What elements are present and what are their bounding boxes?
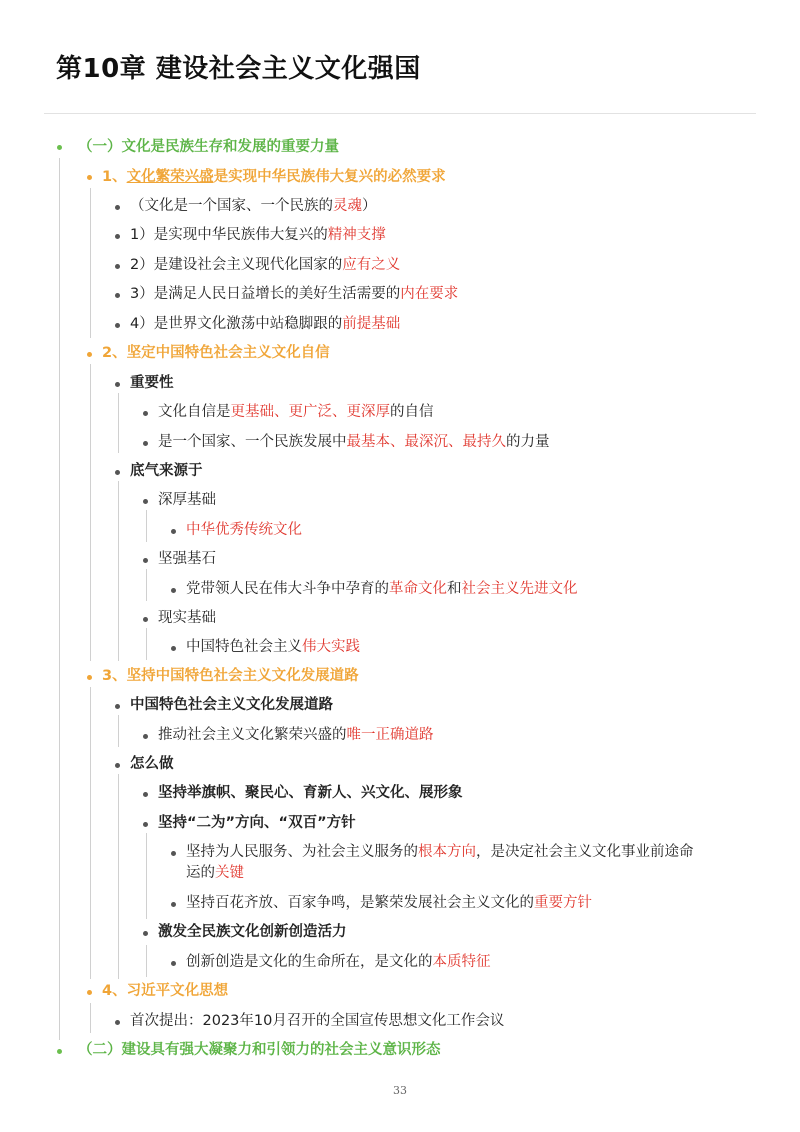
list-item: 怎么做 (130, 756, 174, 772)
page-title: 第10章 建设社会主义文化强国 (56, 54, 421, 84)
list-item: 底气来源于 (130, 463, 203, 479)
list-item: 中华优秀传统文化 (186, 522, 302, 538)
guide-line (90, 687, 91, 979)
guide-line (118, 715, 119, 747)
subsection-heading: 3、坚持中国特色社会主义文化发展道路 (102, 668, 359, 684)
list-item: 坚持举旗帜、聚民心、育新人、兴文化、展形象 (158, 785, 463, 801)
bullet (115, 763, 120, 768)
list-item: 3）是满足人民日益增长的美好生活需要的内在要求 (130, 286, 459, 302)
bullet (115, 293, 120, 298)
bullet (143, 499, 148, 504)
bullet (143, 617, 148, 622)
bullet (143, 931, 148, 936)
list-item: 坚持百花齐放、百家争鸣，是繁荣发展社会主义文化的重要方针 (186, 895, 592, 911)
list-item: 深厚基础 (158, 492, 216, 508)
list-item: 推动社会主义文化繁荣兴盛的唯一正确道路 (158, 727, 434, 743)
section-heading: （二）建设具有强大凝聚力和引领力的社会主义意识形态 (78, 1042, 441, 1058)
list-item: 坚持“二为”方向、“双百”方针 (158, 815, 356, 831)
bullet (171, 961, 176, 966)
bullet (115, 382, 120, 387)
guide-line (59, 158, 60, 1040)
list-item: 2）是建设社会主义现代化国家的应有之义 (130, 257, 401, 273)
bullet (143, 558, 148, 563)
guide-line (90, 188, 91, 338)
subsection-heading: 4、习近平文化思想 (102, 983, 229, 999)
bullet (115, 323, 120, 328)
bullet (87, 990, 92, 995)
list-item: 中国特色社会主义文化发展道路 (130, 697, 333, 713)
subsection-heading: 2、坚定中国特色社会主义文化自信 (102, 345, 330, 361)
page-number: 33 (393, 1084, 407, 1097)
list-item: 是一个国家、一个民族发展中最基本、最深沉、最持久的力量 (158, 434, 550, 450)
bullet (57, 1049, 62, 1054)
list-item: 坚持为人民服务、为社会主义服务的根本方向，是决定社会主义文化事业前途命 (186, 844, 694, 860)
bullet (171, 902, 176, 907)
bullet (87, 675, 92, 680)
list-item: 创新创造是文化的生命所在，是文化的本质特征 (186, 954, 491, 970)
bullet (115, 234, 120, 239)
list-item: 激发全民族文化创新创造活力 (158, 924, 347, 940)
bullet (115, 1020, 120, 1025)
title-divider (44, 113, 756, 114)
guide-line (146, 628, 147, 660)
list-item: 现实基础 (158, 610, 216, 626)
guide-line (146, 510, 147, 542)
bullet (171, 646, 176, 651)
bullet (171, 588, 176, 593)
guide-line (146, 833, 147, 919)
bullet (143, 822, 148, 827)
guide-line (118, 393, 119, 453)
bullet (87, 352, 92, 357)
bullet (115, 704, 120, 709)
list-item: 文化自信是更基础、更广泛、更深厚的自信 (158, 404, 434, 420)
guide-line (118, 774, 119, 979)
list-item: （文化是一个国家、一个民族的灵魂） (130, 198, 377, 214)
bullet (115, 470, 120, 475)
list-item-continuation: 运的关键 (186, 865, 244, 881)
bullet (143, 441, 148, 446)
list-item: 重要性 (130, 375, 174, 391)
subsection-heading: 1、文化繁荣兴盛是实现中华民族伟大复兴的必然要求 (102, 169, 446, 185)
guide-line (118, 481, 119, 661)
bullet (87, 175, 92, 180)
guide-line (146, 569, 147, 601)
bullet (143, 411, 148, 416)
section-heading: （一）文化是民族生存和发展的重要力量 (78, 139, 339, 155)
guide-line (90, 1003, 91, 1033)
list-item: 首次提出：2023年10月召开的全国宣传思想文化工作会议 (130, 1013, 505, 1029)
bullet (171, 851, 176, 856)
list-item: 4）是世界文化激荡中站稳脚跟的前提基础 (130, 316, 401, 332)
bullet (171, 529, 176, 534)
list-item: 1）是实现中华民族伟大复兴的精神支撑 (130, 227, 386, 243)
list-item: 中国特色社会主义伟大实践 (186, 639, 360, 655)
list-item: 党带领人民在伟大斗争中孕育的革命文化和社会主义先进文化 (186, 581, 578, 597)
bullet (143, 734, 148, 739)
list-item: 坚强基石 (158, 551, 216, 567)
bullet (57, 145, 62, 150)
bullet (143, 792, 148, 797)
bullet (115, 264, 120, 269)
guide-line (90, 364, 91, 661)
guide-line (146, 945, 147, 977)
bullet (115, 205, 120, 210)
